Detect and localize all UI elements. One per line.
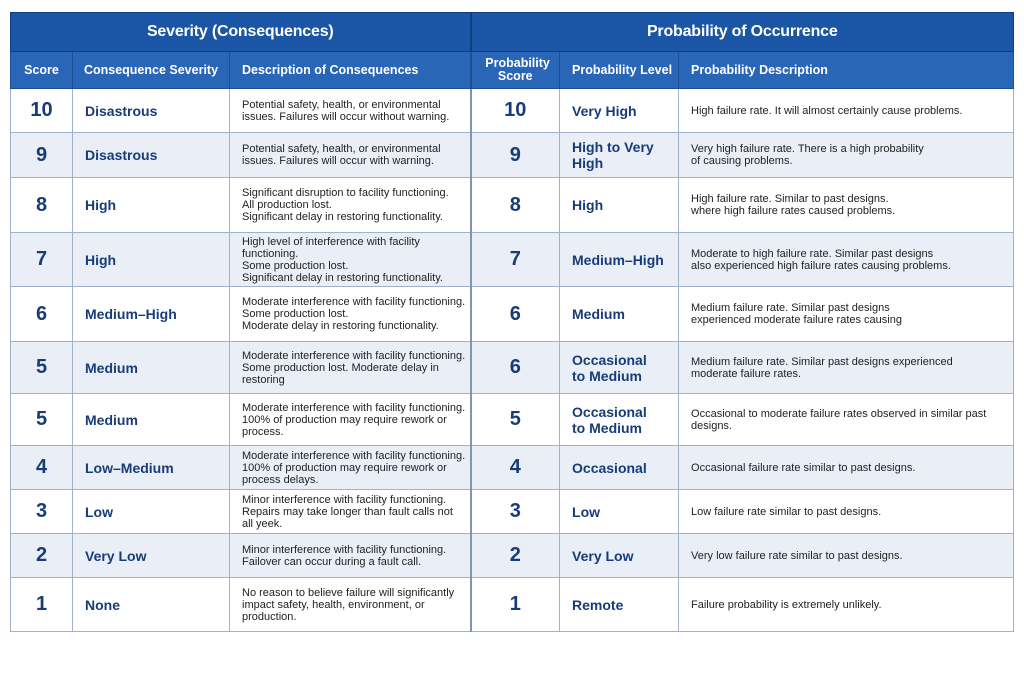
consequence-description-cell [230, 446, 471, 490]
probability-description-cell-text: Moderate to high failure rate. Similar past designs also experienced high failure rates causing problems. [691, 247, 951, 272]
table-row [11, 133, 1014, 178]
severity-score-cell-text: 10 [30, 99, 53, 121]
consequence-description-cell-text: Moderate interference with facility functioning. 100% of production may require rework or process. [242, 401, 466, 438]
probability-description-cell [679, 490, 1014, 534]
col-score: Score [11, 52, 73, 89]
probability-score-cell-text: 9 [509, 143, 521, 166]
consequence-description-cell-text: Potential safety, health, or environmental issues. Failures will occur without warning. [242, 98, 450, 123]
table-row [11, 178, 1014, 233]
consequence-severity-cell [73, 287, 230, 342]
severity-score-cell-text: 5 [35, 356, 48, 378]
probability-level-cell-text: High [572, 197, 604, 213]
probability-score-cell-text: 6 [509, 302, 521, 325]
consequence-severity-cell [73, 89, 230, 133]
consequence-severity-cell-text: High [85, 251, 117, 268]
consequence-severity-cell [73, 178, 230, 233]
severity-score-cell [11, 233, 73, 287]
severity-score-cell [11, 287, 73, 342]
probability-description-cell [679, 578, 1014, 632]
probability-level-cell-text: Medium [572, 306, 625, 322]
probability-level-cell [560, 490, 679, 534]
probability-level-cell-text: Occasional to Medium [572, 351, 647, 384]
probability-group-title: Probability of Occurrence [471, 13, 1014, 52]
consequence-description-cell-text: High level of interference with facility functioning. Some production lost. Significant delay in restoring functionality. [242, 235, 443, 284]
consequence-severity-cell [73, 233, 230, 287]
probability-description-cell-text: Failure probability is extremely unlikely. [691, 598, 882, 611]
consequence-description-cell [230, 89, 471, 133]
severity-score-cell-text: 9 [35, 143, 48, 166]
severity-score-cell [11, 178, 73, 233]
col-probability-score [471, 52, 560, 89]
severity-group-title: Severity (Consequences) [11, 13, 471, 52]
severity-score-cell-text: 7 [35, 248, 48, 270]
probability-score-cell [471, 178, 560, 233]
probability-level-cell-text: High to Very High [572, 139, 654, 171]
severity-score-cell-text: 2 [35, 544, 48, 566]
fmea-rating-table [10, 12, 1014, 632]
table-body [11, 89, 1014, 632]
table-row [11, 342, 1014, 394]
probability-description-cell [679, 133, 1014, 178]
consequence-severity-cell [73, 394, 230, 446]
consequence-description-cell-text: Moderate interference with facility functioning. 100% of production may require rework or process delays. [242, 449, 466, 486]
severity-score-cell-text: 5 [35, 408, 48, 430]
severity-score-cell [11, 394, 73, 446]
col-consequence-severity: Consequence Severity [73, 52, 230, 89]
consequence-description-cell-text: Moderate interference with facility functioning. Some production lost. Moderate delay in restoring functionality. [242, 296, 466, 332]
probability-score-cell [471, 490, 560, 534]
probability-description-cell [679, 233, 1014, 287]
severity-score-cell-text: 4 [35, 456, 48, 478]
probability-description-cell-text: Very low failure rate similar to past designs. [691, 549, 903, 562]
probability-description-cell-text: Occasional failure rate similar to past designs. [691, 461, 916, 474]
severity-score-cell [11, 133, 73, 178]
consequence-severity-cell-text: High [85, 197, 117, 213]
consequence-severity-cell-text: Disastrous [85, 102, 158, 119]
column-header-row [11, 52, 1014, 89]
table-row [11, 287, 1014, 342]
table-row [11, 233, 1014, 287]
col-probability-level: Probability Level [560, 52, 679, 89]
col-description-of-consequences: Description of Consequences [230, 52, 471, 89]
severity-score-cell [11, 490, 73, 534]
consequence-description-cell-text: Significant disruption to facility functioning. All production lost. Significant delay in restoring functionality. [242, 187, 449, 223]
probability-score-cell-text: 2 [509, 544, 521, 566]
consequence-description-cell-text: No reason to believe failure will significantly impact safety, health, environment, or production. [242, 586, 455, 623]
consequence-description-cell-text: Moderate interference with facility functioning. Some production lost. Moderate delay in restoring [242, 349, 466, 386]
consequence-severity-cell [73, 578, 230, 632]
consequence-description-cell [230, 534, 471, 578]
group-header-row [11, 13, 1014, 52]
severity-score-cell [11, 446, 73, 490]
consequence-description-cell [230, 133, 471, 178]
probability-score-cell-text: 8 [509, 193, 521, 216]
probability-score-cell [471, 446, 560, 490]
consequence-severity-cell [73, 446, 230, 490]
severity-score-cell [11, 578, 73, 632]
probability-score-cell-text: 7 [509, 248, 521, 270]
probability-description-cell [679, 534, 1014, 578]
probability-level-cell-text: Very High [572, 102, 637, 119]
probability-description-cell [679, 446, 1014, 490]
consequence-description-cell [230, 178, 471, 233]
probability-level-cell-text: Low [572, 503, 601, 520]
probability-level-cell [560, 233, 679, 287]
probability-score-cell [471, 534, 560, 578]
table-row [11, 578, 1014, 632]
probability-description-cell [679, 89, 1014, 133]
probability-score-cell-text: 1 [509, 593, 521, 615]
probability-level-cell [560, 534, 679, 578]
probability-score-cell-text: 10 [504, 99, 527, 121]
fmea-rating-table-container [10, 12, 1013, 632]
table-row [11, 490, 1014, 534]
probability-level-cell-text: Medium–High [572, 251, 664, 268]
consequence-description-cell [230, 233, 471, 287]
consequence-description-cell-text: Minor interference with facility functioning. Failover can occur during a fault call. [242, 543, 447, 568]
col-probability-score-label: Probability Score [485, 56, 550, 83]
probability-description-cell-text: High failure rate. It will almost certainly cause problems. [691, 104, 963, 117]
probability-score-cell [471, 89, 560, 133]
probability-score-cell [471, 342, 560, 394]
probability-description-cell-text: Medium failure rate. Similar past designs experienced moderate failure rates. [691, 355, 953, 380]
consequence-description-cell-text: Minor interference with facility functioning. Repairs may take longer than fault calls not all yeek. [242, 493, 453, 530]
col-probability-description: Probability Description [679, 52, 1014, 89]
consequence-description-cell-text: Potential safety, health, or environmental issues. Failures will occur with warning. [242, 143, 441, 167]
probability-level-cell-text: Occasional [572, 459, 647, 476]
table-header [11, 13, 1014, 89]
table-row [11, 446, 1014, 490]
probability-description-cell [679, 394, 1014, 446]
severity-score-cell [11, 534, 73, 578]
consequence-severity-cell [73, 342, 230, 394]
consequence-severity-cell [73, 133, 230, 178]
probability-level-cell-text: Very Low [572, 547, 634, 564]
probability-score-cell [471, 287, 560, 342]
consequence-severity-cell [73, 534, 230, 578]
probability-level-cell [560, 394, 679, 446]
consequence-description-cell [230, 342, 471, 394]
probability-level-cell [560, 133, 679, 178]
consequence-severity-cell-text: Medium [85, 411, 138, 428]
consequence-description-cell [230, 490, 471, 534]
consequence-severity-cell-text: Low–Medium [85, 459, 174, 476]
probability-description-cell-text: Very high failure rate. There is a high probability of causing problems. [691, 143, 924, 167]
probability-score-cell-text: 6 [509, 356, 521, 378]
severity-score-cell-text: 6 [35, 302, 48, 325]
probability-score-cell-text: 5 [509, 408, 521, 430]
probability-description-cell-text: Occasional to moderate failure rates observed in similar past designs. [691, 407, 987, 432]
consequence-severity-cell-text: Very Low [85, 547, 147, 564]
severity-score-cell-text: 8 [35, 193, 48, 216]
probability-score-cell-text: 3 [509, 500, 521, 522]
probability-description-cell-text: Medium failure rate. Similar past designs experienced moderate failure rates causing [691, 302, 902, 326]
severity-score-cell [11, 342, 73, 394]
table-row [11, 89, 1014, 133]
consequence-severity-cell-text: Disastrous [85, 147, 158, 163]
probability-score-cell [471, 233, 560, 287]
probability-description-cell [679, 342, 1014, 394]
severity-score-cell-text: 3 [35, 500, 48, 522]
probability-level-cell [560, 178, 679, 233]
probability-level-cell [560, 287, 679, 342]
table-row [11, 534, 1014, 578]
consequence-severity-cell-text: None [85, 596, 120, 613]
probability-score-cell-text: 4 [509, 456, 521, 478]
probability-score-cell [471, 578, 560, 632]
probability-score-cell [471, 133, 560, 178]
consequence-severity-cell-text: Medium [85, 359, 138, 376]
probability-level-cell [560, 89, 679, 133]
severity-score-cell [11, 89, 73, 133]
probability-description-cell [679, 287, 1014, 342]
probability-level-cell [560, 446, 679, 490]
consequence-severity-cell-text: Medium–High [85, 306, 177, 322]
consequence-description-cell [230, 394, 471, 446]
consequence-severity-cell [73, 490, 230, 534]
probability-level-cell [560, 578, 679, 632]
probability-description-cell-text: High failure rate. Similar to past designs. where high failure rates caused problems. [691, 193, 896, 217]
probability-description-cell-text: Low failure rate similar to past designs. [691, 505, 882, 518]
probability-level-cell-text: Remote [572, 596, 624, 613]
consequence-severity-cell-text: Low [85, 503, 113, 520]
probability-score-cell [471, 394, 560, 446]
table-row [11, 394, 1014, 446]
consequence-description-cell [230, 578, 471, 632]
probability-level-cell-text: Occasional to Medium [572, 403, 647, 436]
probability-description-cell [679, 178, 1014, 233]
consequence-description-cell [230, 287, 471, 342]
probability-level-cell [560, 342, 679, 394]
severity-score-cell-text: 1 [35, 593, 48, 615]
